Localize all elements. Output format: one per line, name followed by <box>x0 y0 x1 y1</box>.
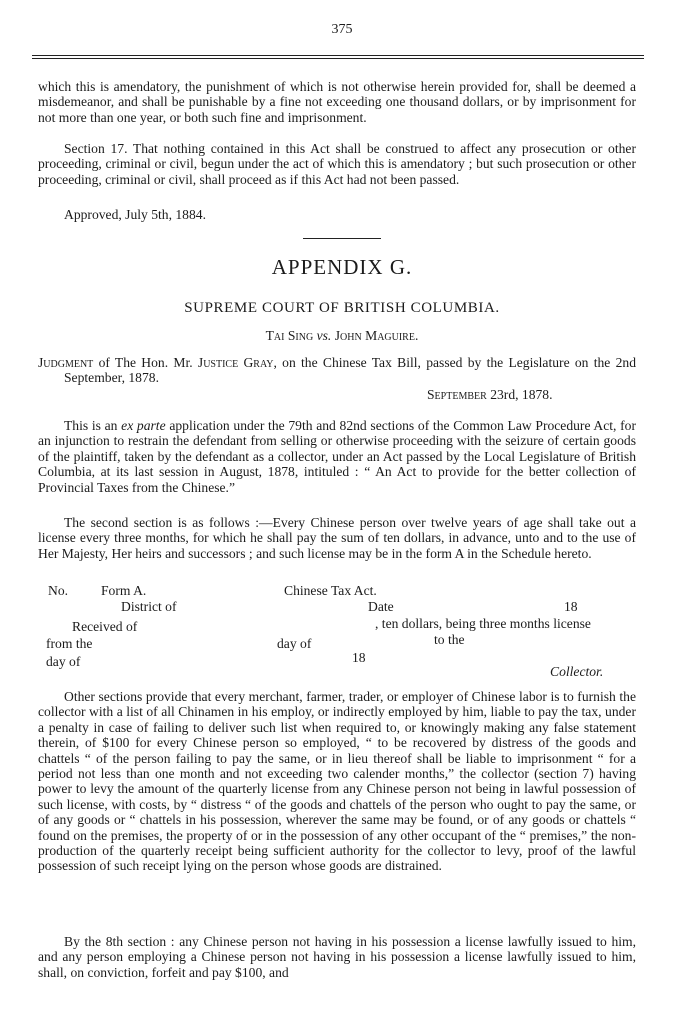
approved-line: Approved, July 5th, 1884. <box>64 207 206 222</box>
judgment-text-a: of The Hon. Mr. <box>93 355 198 370</box>
paragraph-punishment: which this is amendatory, the punishment of which is not otherwise herein provided for, shall be deemed a misdemeanor, and shall be punishable by a fine not exceeding one thousand dollars, or by imprisonment for not more than one year, or both such fine and imprisonment. <box>38 79 636 125</box>
judgment-date <box>427 387 553 403</box>
header-rule-top <box>32 55 644 56</box>
paragraph-application <box>38 418 636 495</box>
form-year-2: 18 <box>352 650 366 665</box>
application-text-b: application under the 79th and 82nd sections of the Common Law Procedure Act, for an injunction to restrain the defendant from selling or otherwise proceeding with the seizure of certain goods of the plaintiff, taken by the defendant as a collector, under an Act passed by the Local Legislature of British Columbia, at its last session in August, 1878, intituled : “ An Act to provide for the better collection of Provincial Taxes from the Chinese.” <box>38 418 636 495</box>
form-date-label: Date <box>368 599 394 614</box>
page-number: 375 <box>331 22 353 37</box>
form-district: District of <box>121 599 177 614</box>
judgment-heading <box>38 355 636 386</box>
case-title <box>0 328 684 344</box>
defendant-name: John Maguire. <box>334 328 419 343</box>
form-collector: Collector. <box>550 664 604 679</box>
judgment-date-month: September <box>427 387 487 402</box>
application-text-a: This is an <box>64 418 122 433</box>
form-to-the: to the <box>434 632 465 647</box>
form-act-title: Chinese Tax Act. <box>284 583 377 598</box>
form-day-of: day of <box>46 654 81 669</box>
form-received: Received of <box>72 619 138 634</box>
header-rule-bottom <box>32 58 644 59</box>
section-divider <box>303 238 381 239</box>
paragraph-other-sections: Other sections provide that every merchant, farmer, trader, or employer of Chinese labor is to furnish the collector with a list of all Chinamen in his employ, or indirectly employed by him, liable to pay the tax, under a penalty in case of failing to deliver such list when required to, or knowingly making any false statement therein, of $100 for every Chinese person so employed, “ to be recovered by distress of the goods and chattels “ of the person failing to pay the same, or in lieu thereof shall be liable to imprisonment “ for a period not less than one month and not exceeding two calender months,” the collector (section 7) having power to levy the amount of the quarterly license from any Chinese person not being in lawful possession of such license, with costs, by “ distress “ of the goods and chattels of the person who ought to pay the same, or of any goods or “ chattels in his possession, wherever the same may be found, or of any goods or chattels “ found on the premises, the property of or in the possession of any other occupant of the “ premises,” the non-production of the quarterly receipt being sufficient authority for the collector to levy, proof of the lawful possession of such receipt lying on the person whose goods are distrained. <box>38 689 636 874</box>
ex-parte-text: ex parte <box>121 418 166 433</box>
paragraph-eighth-section: By the 8th section : any Chinese person not having in his possession a license lawfully issued to him, and any person employing a Chinese person not having in his possession a license lawfully issued to him, shall, on conviction, forfeit and pay $100, and <box>38 934 636 980</box>
form-a-label: Form A. <box>101 583 147 598</box>
paragraph-second-section: The second section is as follows :—Every Chinese person over twelve years of age shall take out a license every three months, for which he shall pay the sum of ten dollars, in advance, unto and to the use of Her Majesty, Her heirs and successors ; and such license may be in the form A in the Schedule hereto. <box>38 515 636 561</box>
form-day-of-mid: day of <box>277 636 312 651</box>
judgment-word: Judgment <box>38 355 94 370</box>
form-from-the: from the <box>46 636 93 651</box>
justice-name: Justice Gray, <box>197 355 277 370</box>
judgment-text-b: on the Chinese Tax Bill, passed by the Legislature on the 2nd September, 1878. <box>64 355 636 386</box>
form-year-1: 18 <box>564 599 578 614</box>
paragraph-section-17: Section 17. That nothing contained in this Act shall be construed to affect any prosecution or other proceeding, criminal or civil, begun under the act of which this is amendatory ; but such prosecution or other proceeding, criminal or civil, shall proceed as if this Act had not been passed. <box>38 141 636 187</box>
plaintiff-name: Tai Sing <box>265 328 314 343</box>
form-ten-dollars: , ten dollars, being three months license <box>375 616 591 631</box>
court-heading: SUPREME COURT OF BRITISH COLUMBIA. <box>184 300 500 316</box>
appendix-title: APPENDIX G. <box>271 255 413 279</box>
versus-text: vs. <box>316 328 332 343</box>
judgment-date-rest: 23rd, 1878. <box>486 387 553 402</box>
form-no: No. <box>48 583 69 598</box>
